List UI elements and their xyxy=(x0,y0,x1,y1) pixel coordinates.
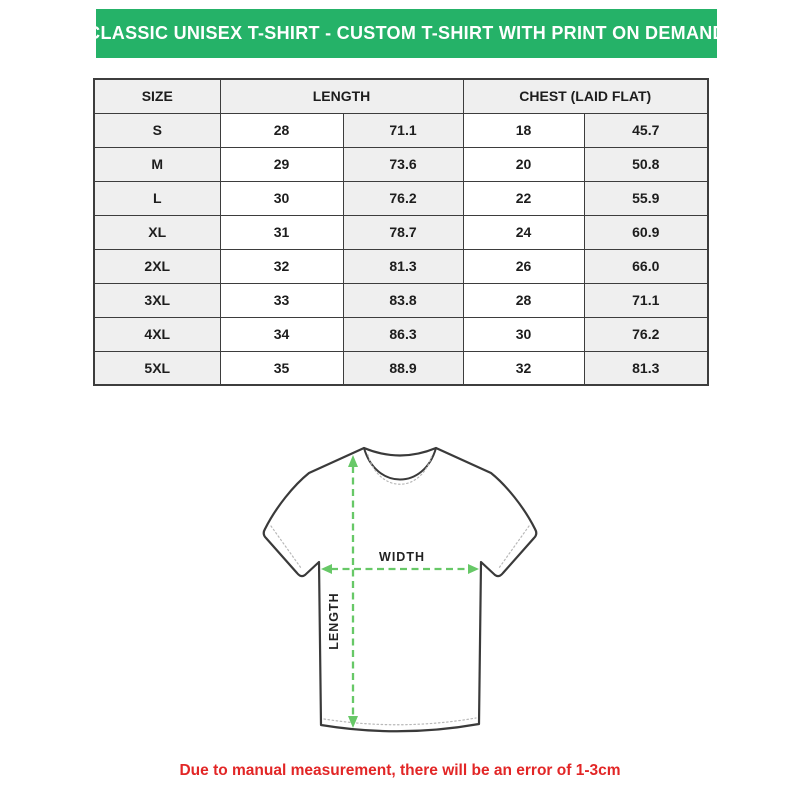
size-table-body xyxy=(94,113,708,385)
table-row xyxy=(94,249,708,283)
chest-cm-cell: 66.0 xyxy=(584,249,708,283)
length-inch-cell: 32 xyxy=(220,249,343,283)
size-cell: M xyxy=(94,147,220,181)
length-inch-cell: 29 xyxy=(220,147,343,181)
measurement-note: Due to manual measurement, there will be an error of 1-3cm xyxy=(179,762,621,779)
header-length: LENGTH xyxy=(220,79,463,113)
table-row xyxy=(94,351,708,385)
length-cm-cell: 81.3 xyxy=(343,249,463,283)
size-cell: 2XL xyxy=(94,249,220,283)
length-cm-cell: 78.7 xyxy=(343,215,463,249)
tshirt-diagram xyxy=(252,428,548,758)
table-row xyxy=(94,147,708,181)
chest-cm-cell: 60.9 xyxy=(584,215,708,249)
length-cm-cell: 73.6 xyxy=(343,147,463,181)
size-cell: 4XL xyxy=(94,317,220,351)
chest-cm-cell: 45.7 xyxy=(584,113,708,147)
length-inch-cell: 31 xyxy=(220,215,343,249)
length-inch-cell: 34 xyxy=(220,317,343,351)
chest-cm-cell: 76.2 xyxy=(584,317,708,351)
chest-inch-cell: 30 xyxy=(463,317,584,351)
header-size: SIZE xyxy=(94,79,220,113)
length-label: LENGTH xyxy=(327,592,341,650)
table-row xyxy=(94,283,708,317)
size-table xyxy=(93,78,709,386)
length-inch-cell: 35 xyxy=(220,351,343,385)
chest-cm-cell: 81.3 xyxy=(584,351,708,385)
tshirt-outline-icon xyxy=(264,448,537,731)
title-banner xyxy=(87,9,726,58)
chest-cm-cell: 55.9 xyxy=(584,181,708,215)
page-title: CLASSIC UNISEX T-SHIRT - CUSTOM T-SHIRT WITH PRINT ON DEMAND xyxy=(87,23,726,43)
length-cm-cell: 83.8 xyxy=(343,283,463,317)
chest-inch-cell: 32 xyxy=(463,351,584,385)
chest-cm-cell: 50.8 xyxy=(584,147,708,181)
size-cell: S xyxy=(94,113,220,147)
size-cell: XL xyxy=(94,215,220,249)
header-chest: CHEST (LAID FLAT) xyxy=(463,79,708,113)
length-cm-cell: 71.1 xyxy=(343,113,463,147)
chest-inch-cell: 20 xyxy=(463,147,584,181)
chest-inch-cell: 18 xyxy=(463,113,584,147)
table-row xyxy=(94,215,708,249)
length-cm-cell: 76.2 xyxy=(343,181,463,215)
chest-inch-cell: 22 xyxy=(463,181,584,215)
chest-inch-cell: 28 xyxy=(463,283,584,317)
length-cm-cell: 88.9 xyxy=(343,351,463,385)
length-inch-cell: 33 xyxy=(220,283,343,317)
width-label: WIDTH xyxy=(379,550,425,564)
table-row xyxy=(94,113,708,147)
size-cell: 5XL xyxy=(94,351,220,385)
chest-inch-cell: 26 xyxy=(463,249,584,283)
table-header-row xyxy=(94,79,708,113)
length-cm-cell: 86.3 xyxy=(343,317,463,351)
chest-cm-cell: 71.1 xyxy=(584,283,708,317)
chest-inch-cell: 24 xyxy=(463,215,584,249)
size-cell: L xyxy=(94,181,220,215)
length-inch-cell: 30 xyxy=(220,181,343,215)
table-row xyxy=(94,317,708,351)
size-cell: 3XL xyxy=(94,283,220,317)
table-row xyxy=(94,181,708,215)
length-inch-cell: 28 xyxy=(220,113,343,147)
